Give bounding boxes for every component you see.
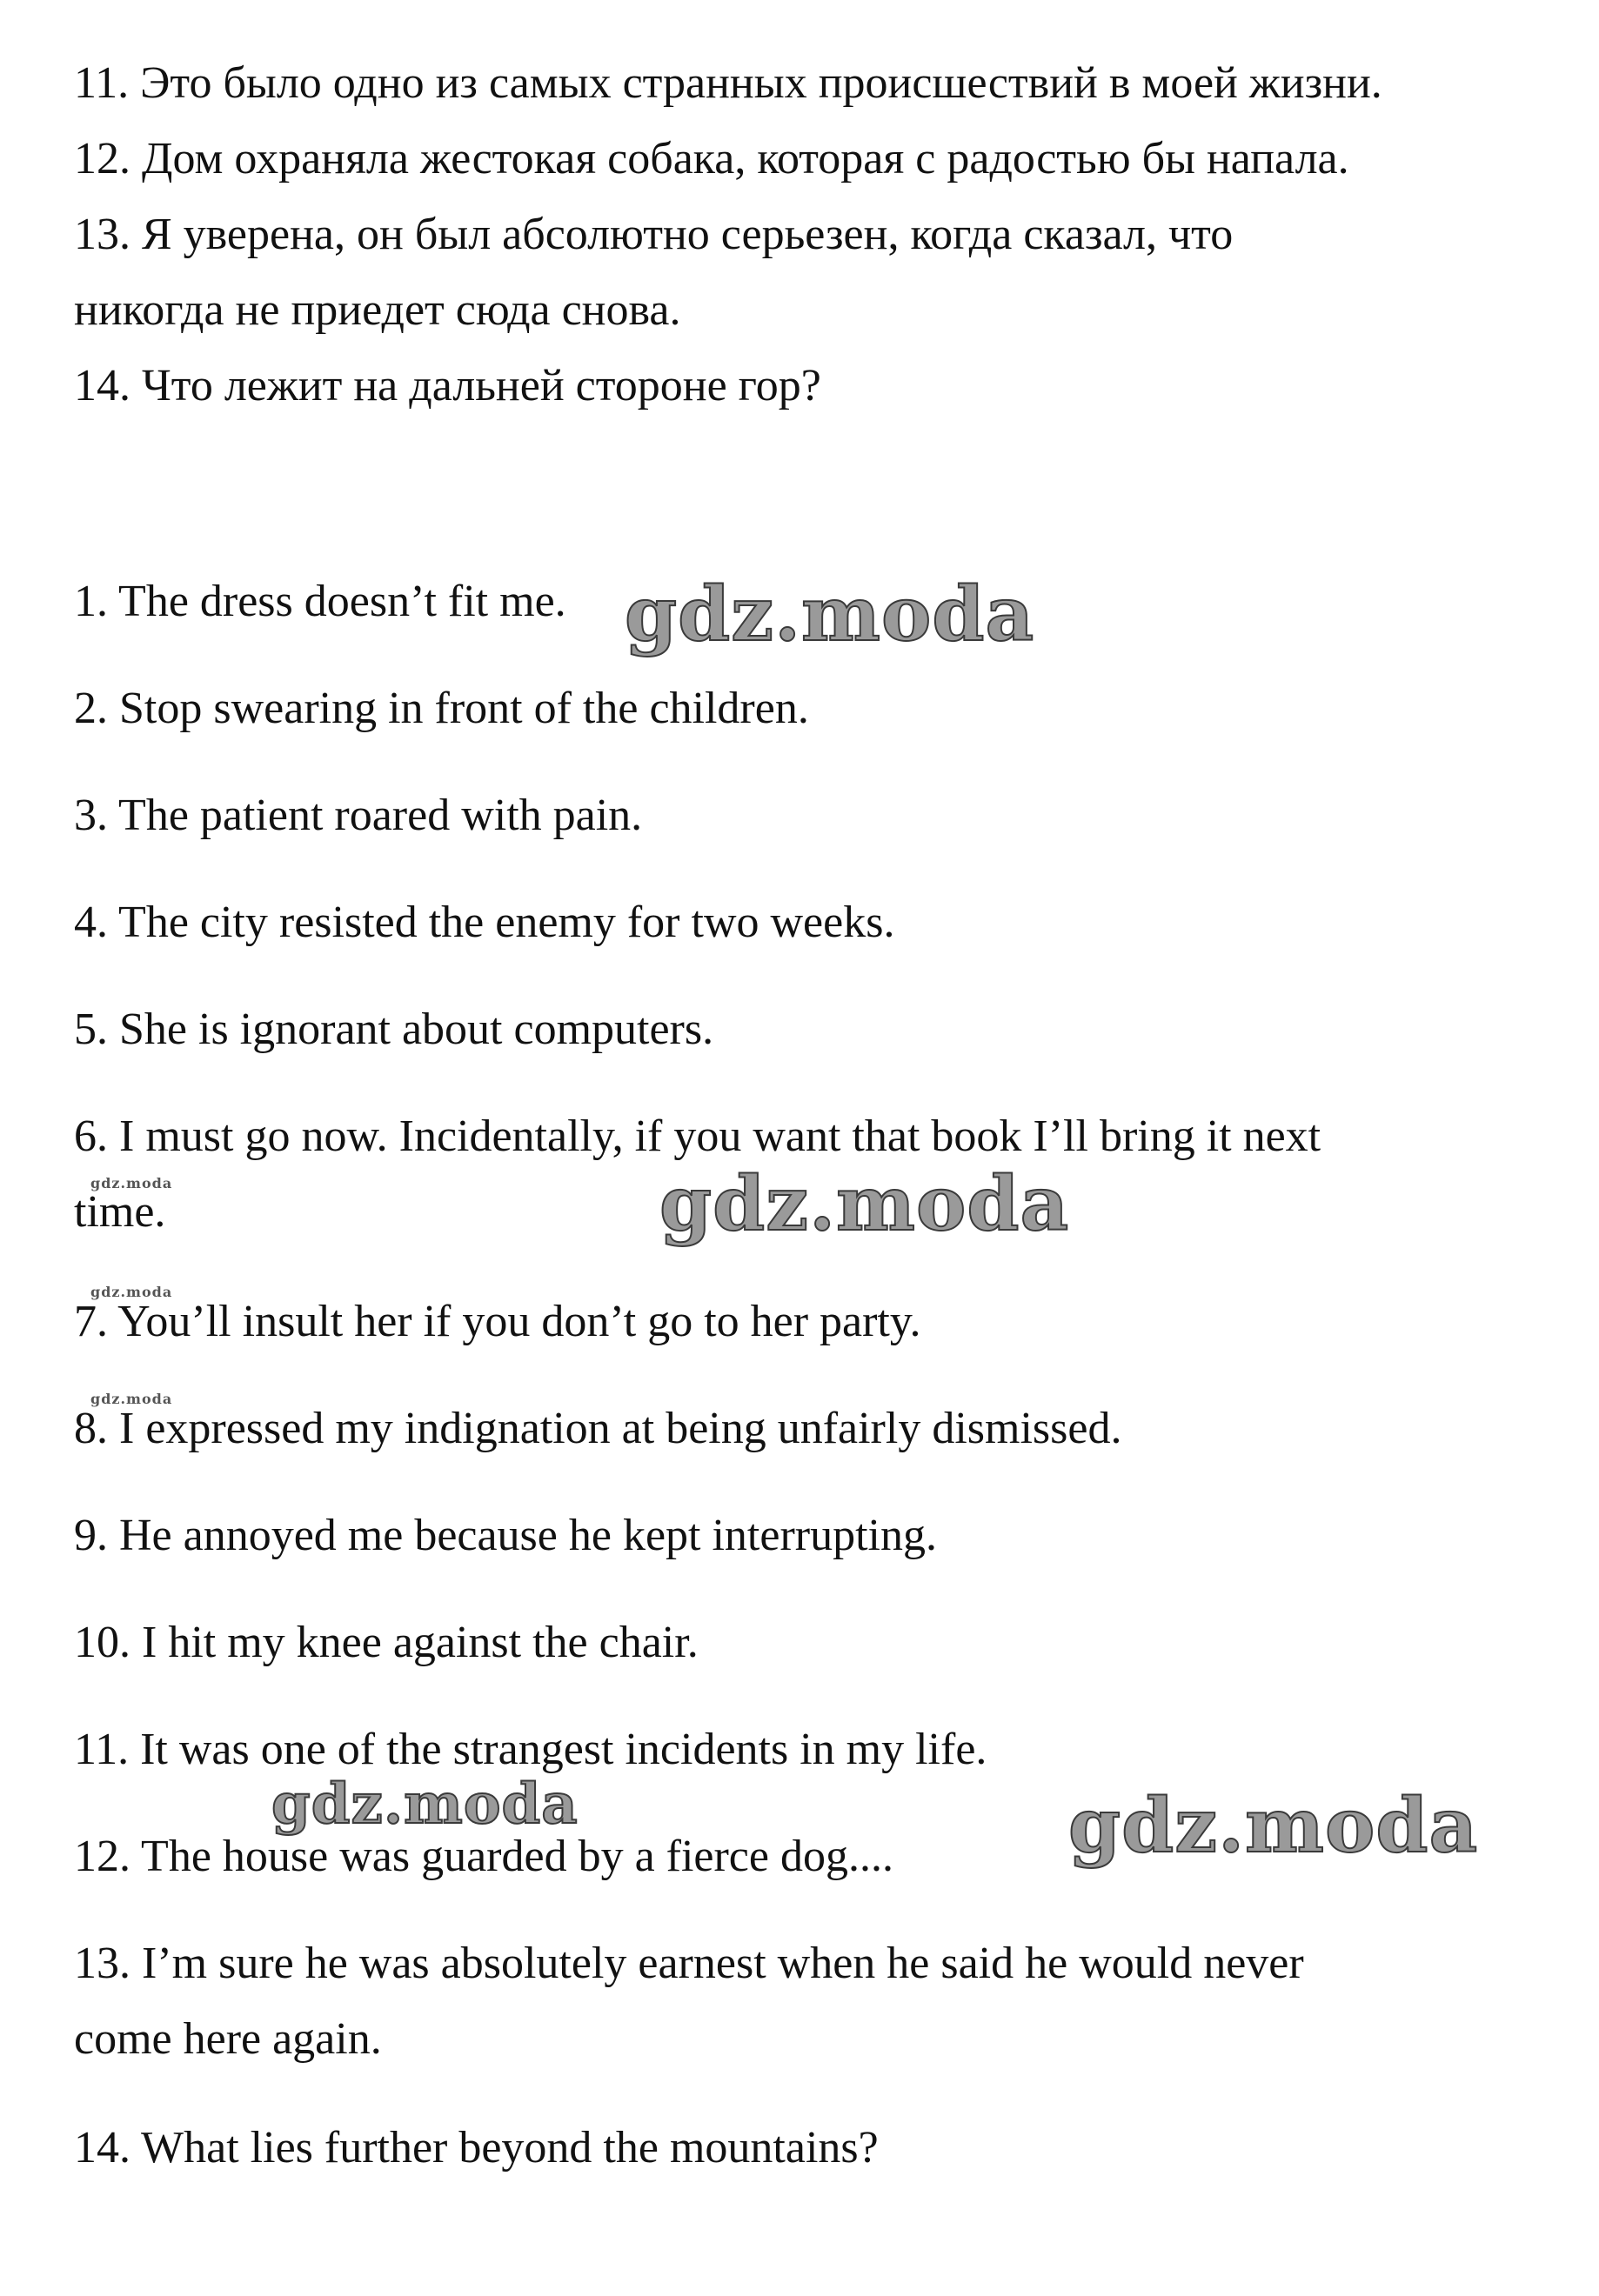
english-line-6-cont: time. — [74, 1187, 166, 1237]
english-line-11: 11. It was one of the strangest incidents in my life. — [74, 1725, 987, 1774]
english-line-7: 7. You’ll insult her if you don’t go to her party. — [74, 1297, 921, 1346]
russian-line-14: 14. Что лежит на дальней стороне гор? — [74, 361, 821, 410]
english-line-3: 3. The patient roared with pain. — [74, 791, 643, 840]
english-line-2: 2. Stop swearing in front of the children. — [74, 684, 809, 733]
english-line-10: 10. I hit my knee against the chair. — [74, 1618, 699, 1667]
watermark: gdz.moda — [1068, 1782, 1479, 1870]
english-line-13: 13. I’m sure he was absolutely earnest when he said he would never — [74, 1939, 1304, 1988]
english-line-4: 4. The city resisted the enemy for two weeks. — [74, 898, 895, 947]
english-line-6: 6. I must go now. Incidentally, if you want that book I’ll bring it next — [74, 1111, 1321, 1161]
english-line-13-cont: come here again. — [74, 2014, 382, 2064]
english-line-12: 12. The house was guarded by a fierce dog.... — [74, 1832, 893, 1881]
watermark-small: gdz.moda — [90, 1175, 173, 1191]
english-line-8: 8. I expressed my indignation at being unfairly dismissed. — [74, 1404, 1122, 1453]
english-line-5: 5. She is ignorant about computers. — [74, 1004, 714, 1054]
watermark: gdz.moda — [271, 1772, 579, 1837]
english-line-9: 9. He annoyed me because he kept interrupting. — [74, 1511, 937, 1560]
russian-line-11: 11. Это было одно из самых странных происшествий в моей жизни. — [74, 58, 1382, 108]
watermark: gdz.moda — [625, 571, 1035, 658]
russian-line-13-cont: никогда не приедет сюда снова. — [74, 285, 681, 335]
english-line-14: 14. What lies further beyond the mountains? — [74, 2123, 879, 2173]
watermark-small: gdz.moda — [90, 1391, 173, 1407]
watermark: gdz.moda — [659, 1160, 1070, 1248]
watermark-small: gdz.moda — [90, 1284, 173, 1300]
russian-line-13: 13. Я уверена, он был абсолютно серьезен, когда сказал, что — [74, 210, 1234, 259]
russian-line-12: 12. Дом охраняла жестокая собака, которая с радостью бы напала. — [74, 134, 1349, 184]
english-line-1: 1. The dress doesn’t fit me. — [74, 577, 566, 626]
